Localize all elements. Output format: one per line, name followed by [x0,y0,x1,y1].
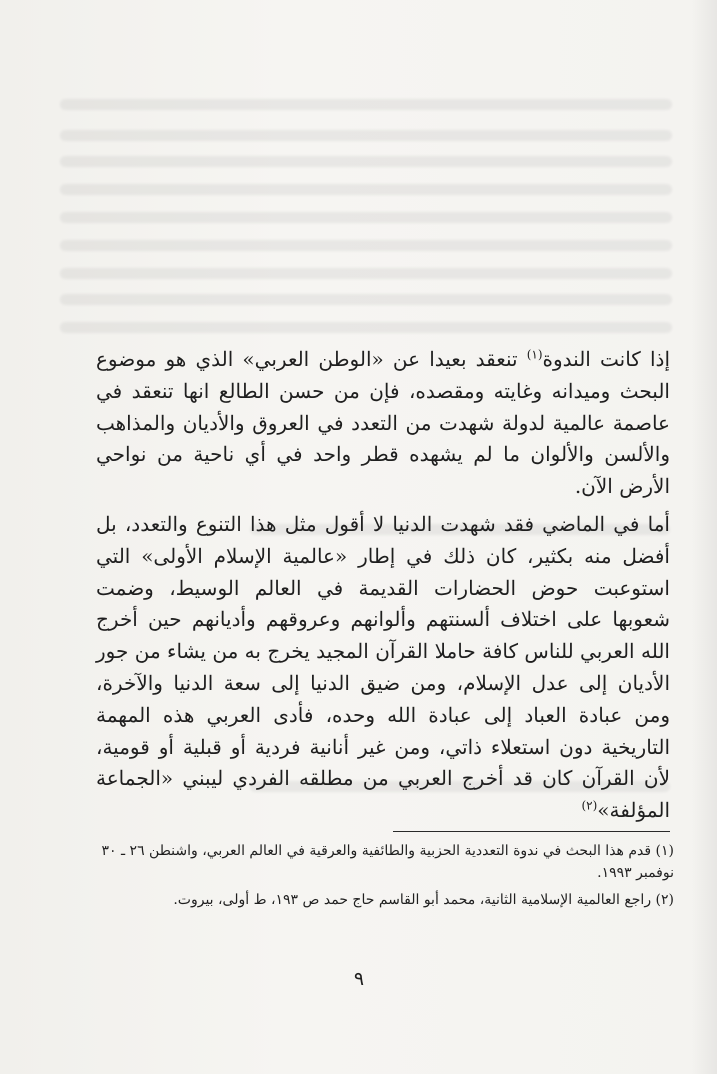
footnote-reference: (١) [526,347,543,362]
footnotes [96,840,674,916]
footnote: (١) قدم هذا البحث في ندوة التعددية الحزبية والطائفية والعرقية في العالم العربي، واشنطن ٢٦ ـ ٣٠ نوفمبر ١٩٩٣. [101,843,674,881]
body-text [96,344,670,827]
page-number: ٩ [353,968,365,990]
footnote: (٢) راجع العالمية الإسلامية الثانية، محمد أبو القاسم حاج حمد ص ١٩٣، ط أولى، بيروت. [173,892,674,908]
bleed-through-line [60,240,672,251]
footnote-divider [393,831,670,832]
paragraph-text: تنعقد بعيدا عن «الوطن العربي» الذي هو موضوع البحث وميدانه وغايته ومقصده، فإن من حسن الطالع انها تنعقد في عاصمة عالمية لدولة شهدت من التعدد في العروق والأديان والمذاهب والألسن والألوان ما لم يشهده قطر واحد في أي ناحية من نواحي الأرض الآن. [96,347,670,499]
bleed-through-line [60,130,672,141]
bleed-through-line [60,156,672,167]
page-edge-shadow [691,0,717,1074]
bleed-through-line [60,99,672,110]
bleed-through-line [60,322,672,333]
bleed-through-line [60,212,672,223]
paragraph-text: إذا كانت الندوة [542,347,670,371]
bleed-through-line [60,294,672,305]
paragraph [96,344,670,503]
bleed-through-line [60,184,672,195]
paragraph [96,509,670,827]
paragraph-text: أما في الماضي فقد شهدت الدنيا لا أقول مثل هذا التنوع والتعدد، بل أفضل منه بكثير، كان ذلك في إطار «عالمية الإسلام الأولى» التي استوعبت حوض الحضارات القديمة في العالم الوسيط، وضمت شعوبها على اختلاف ألسنتهم وألوانهم وعروقهم وأديانهم حين أخرج الله العربي للناس كافة حاملا القرآن المجيد يخرج به من يشاء من جور الأديان إلى عدل الإسلام، ومن ضيق الدنيا إلى سعة الدنيا والآخرة، ومن عبادة العباد إلى عبادة الله وحده، فأدى العربي هذه المهمة التاريخية دون استعلاء ذاتي، ومن غير أنانية فردية أو قبلية أو قومية، لأن القرآن كان قد أخرج العربي من مطلقه الفردي ليبني «الجماعة المؤلفة» [96,511,670,823]
footnote-reference: (٢) [581,798,598,813]
bleed-through-line [60,268,672,279]
